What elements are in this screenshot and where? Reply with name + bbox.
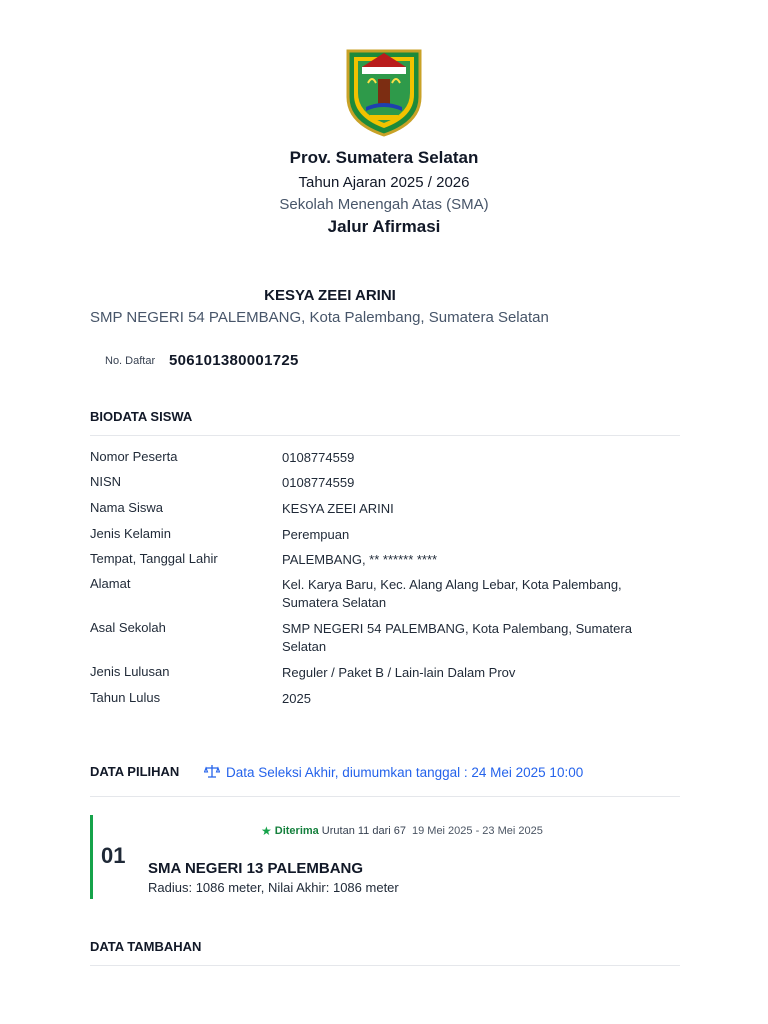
biodata-label: NISN	[90, 474, 122, 489]
biodata-label: Jenis Lulusan	[90, 664, 170, 679]
biodata-value: 0108774559	[282, 450, 355, 465]
registration-number: 506101380001725	[169, 352, 299, 369]
school-level: Sekolah Menengah Atas (SMA)	[279, 196, 489, 213]
choice-card	[90, 815, 683, 899]
biodata-value: PALEMBANG, ** ****** ****	[282, 552, 438, 567]
biodata-label: Nama Siswa	[90, 500, 163, 515]
choice-school-name: SMA NEGERI 13 PALEMBANG	[148, 860, 364, 877]
selection-notice-text: Data Seleksi Akhir, diumumkan tanggal : 24 Mei 2025 10:00	[226, 765, 584, 780]
status-badge: Diterima	[274, 825, 319, 837]
star-icon: ★	[261, 824, 272, 838]
student-name: KESYA ZEEI ARINI	[264, 287, 396, 304]
choice-detail: Radius: 1086 meter, Nilai Akhir: 1086 meter	[148, 880, 399, 895]
biodata-label: Alamat	[90, 576, 131, 591]
biodata-heading: BIODATA SISWA	[90, 409, 193, 424]
biodata-value: KESYA ZEEI ARINI	[282, 501, 394, 516]
choices-divider	[90, 796, 680, 797]
scale-balance-icon	[204, 763, 220, 782]
additional-heading: DATA TAMBAHAN	[90, 939, 202, 954]
choice-number: 01	[101, 843, 126, 868]
choice-dates: 19 Mei 2025 - 23 Mei 2025	[411, 825, 543, 837]
biodata-label: Tahun Lulus	[90, 690, 161, 705]
biodata-value: Reguler / Paket B / Lain-lain Dalam Prov	[282, 665, 516, 680]
biodata-value: SMP NEGERI 54 PALEMBANG, Kota Palembang, Sumatera Selatan	[282, 621, 632, 654]
choices-heading: DATA PILIHAN	[90, 764, 180, 779]
registration-label: No. Daftar	[105, 355, 156, 367]
biodata-label: Asal Sekolah	[90, 620, 166, 635]
choice-rank: Urutan 11 dari 67	[321, 825, 406, 837]
province-emblem-logo	[344, 45, 424, 137]
additional-divider	[90, 965, 680, 966]
biodata-value: 0108774559	[282, 475, 355, 490]
province-title: Prov. Sumatera Selatan	[289, 148, 479, 167]
student-school-origin: SMP NEGERI 54 PALEMBANG, Kota Palembang, Sumatera Selatan	[90, 309, 549, 326]
choice-status-line	[261, 824, 543, 838]
biodata-label: Nomor Peserta	[90, 449, 178, 464]
biodata-value: Perempuan	[282, 527, 350, 542]
biodata-divider	[90, 435, 680, 436]
biodata-value: Kel. Karya Baru, Kec. Alang Alang Lebar, Kota Palembang, Sumatera Selatan	[282, 577, 622, 610]
biodata-label: Jenis Kelamin	[90, 526, 171, 541]
admission-path: Jalur Afirmasi	[327, 217, 441, 236]
selection-notice	[204, 763, 583, 782]
biodata-label: Tempat, Tanggal Lahir	[90, 551, 218, 566]
biodata-value: 2025	[282, 691, 311, 706]
academic-year: Tahun Ajaran 2025 / 2026	[298, 174, 470, 191]
